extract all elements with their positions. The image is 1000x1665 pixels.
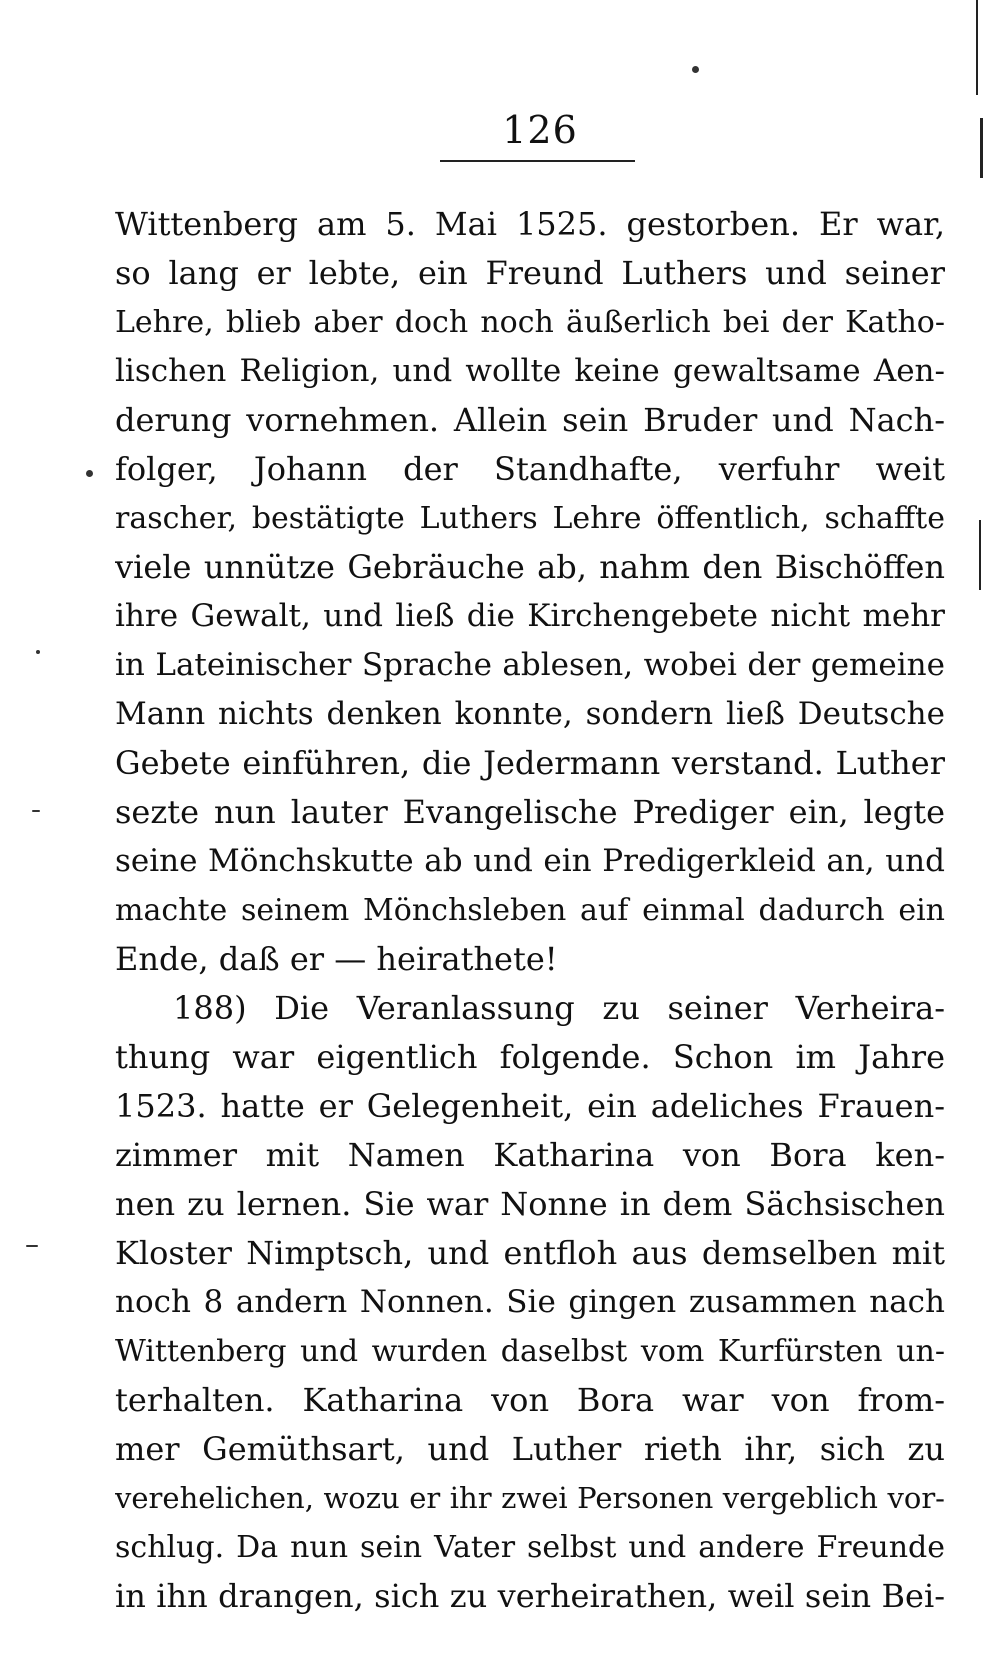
text-line: viele unnütze Gebräuche ab, nahm den Bischöffen <box>115 548 945 586</box>
scan-edge-mark <box>976 0 978 95</box>
text-line: folger, Johann der Standhafte, verfuhr weit <box>115 450 945 488</box>
text-line: so lang er lebte, ein Freund Luthers und seiner <box>115 254 945 292</box>
text-line: nen zu lernen. Sie war Nonne in dem Sächsischen <box>115 1185 945 1223</box>
text-body <box>115 200 945 1621</box>
page-number: 126 <box>502 108 578 152</box>
text-line: rascher, bestätigte Luthers Lehre öffentlich, schaffte <box>115 501 945 536</box>
text-line: mer Gemüthsart, und Luther rieth ihr, sich zu <box>115 1430 945 1468</box>
scan-speck <box>86 470 93 477</box>
text-line: machte seinem Mönchsleben auf einmal dadurch ein <box>115 893 945 928</box>
text-line: in ihn drangen, sich zu verheirathen, weil sein Bei- <box>115 1577 945 1615</box>
text-line: derung vornehmen. Allein sein Bruder und Nach- <box>115 401 945 439</box>
header-rule <box>440 160 635 162</box>
text-line: Kloster Nimptsch, und entfloh aus demselben mit <box>115 1234 945 1272</box>
text-line: zimmer mit Namen Katharina von Bora ken- <box>115 1136 945 1174</box>
scan-speck <box>26 1245 38 1247</box>
paragraph-start-line: 188) Die Veranlassung zu seiner Verheira- <box>173 989 945 1027</box>
scan-speck <box>32 810 40 812</box>
text-line: Mann nichts denken konnte, sondern ließ Deutsche <box>115 696 945 732</box>
text-line: sezte nun lauter Evangelische Prediger ein, legte <box>115 793 945 831</box>
text-line: Ende, daß er — heirathete! <box>115 940 558 978</box>
scan-speck <box>692 66 699 73</box>
text-line: Wittenberg und wurden daselbst vom Kurfürsten un- <box>115 1334 945 1369</box>
text-line: Gebete einführen, die Jedermann verstand. Luther <box>115 744 945 782</box>
text-line: noch 8 andern Nonnen. Sie gingen zusammen nach <box>115 1284 945 1320</box>
text-line: Lehre, blieb aber doch noch äußerlich bei der Katho- <box>115 305 945 340</box>
scan-edge-mark <box>979 520 981 590</box>
text-line: Wittenberg am 5. Mai 1525. gestorben. Er war, <box>115 205 945 243</box>
text-line: ihre Gewalt, und ließ die Kirchengebete nicht mehr <box>115 598 945 634</box>
text-line: verehelichen, wozu er ihr zwei Personen vergeblich vor- <box>115 1481 945 1515</box>
text-line: lischen Religion, und wollte keine gewaltsame Aen- <box>115 353 945 389</box>
text-line: schlug. Da nun sein Vater selbst und andere Freunde <box>115 1530 945 1565</box>
scan-edge-mark <box>980 118 983 178</box>
text-line: terhalten. Katharina von Bora war von from- <box>115 1381 945 1419</box>
scan-speck <box>36 650 40 654</box>
text-line: in Lateinischer Sprache ablesen, wobei der gemeine <box>115 647 945 683</box>
text-line: 1523. hatte er Gelegenheit, ein adeliches Frauen- <box>115 1087 945 1125</box>
text-line: thung war eigentlich folgende. Schon im Jahre <box>115 1038 945 1076</box>
text-line: seine Mönchskutte ab und ein Predigerkleid an, und <box>115 843 945 879</box>
